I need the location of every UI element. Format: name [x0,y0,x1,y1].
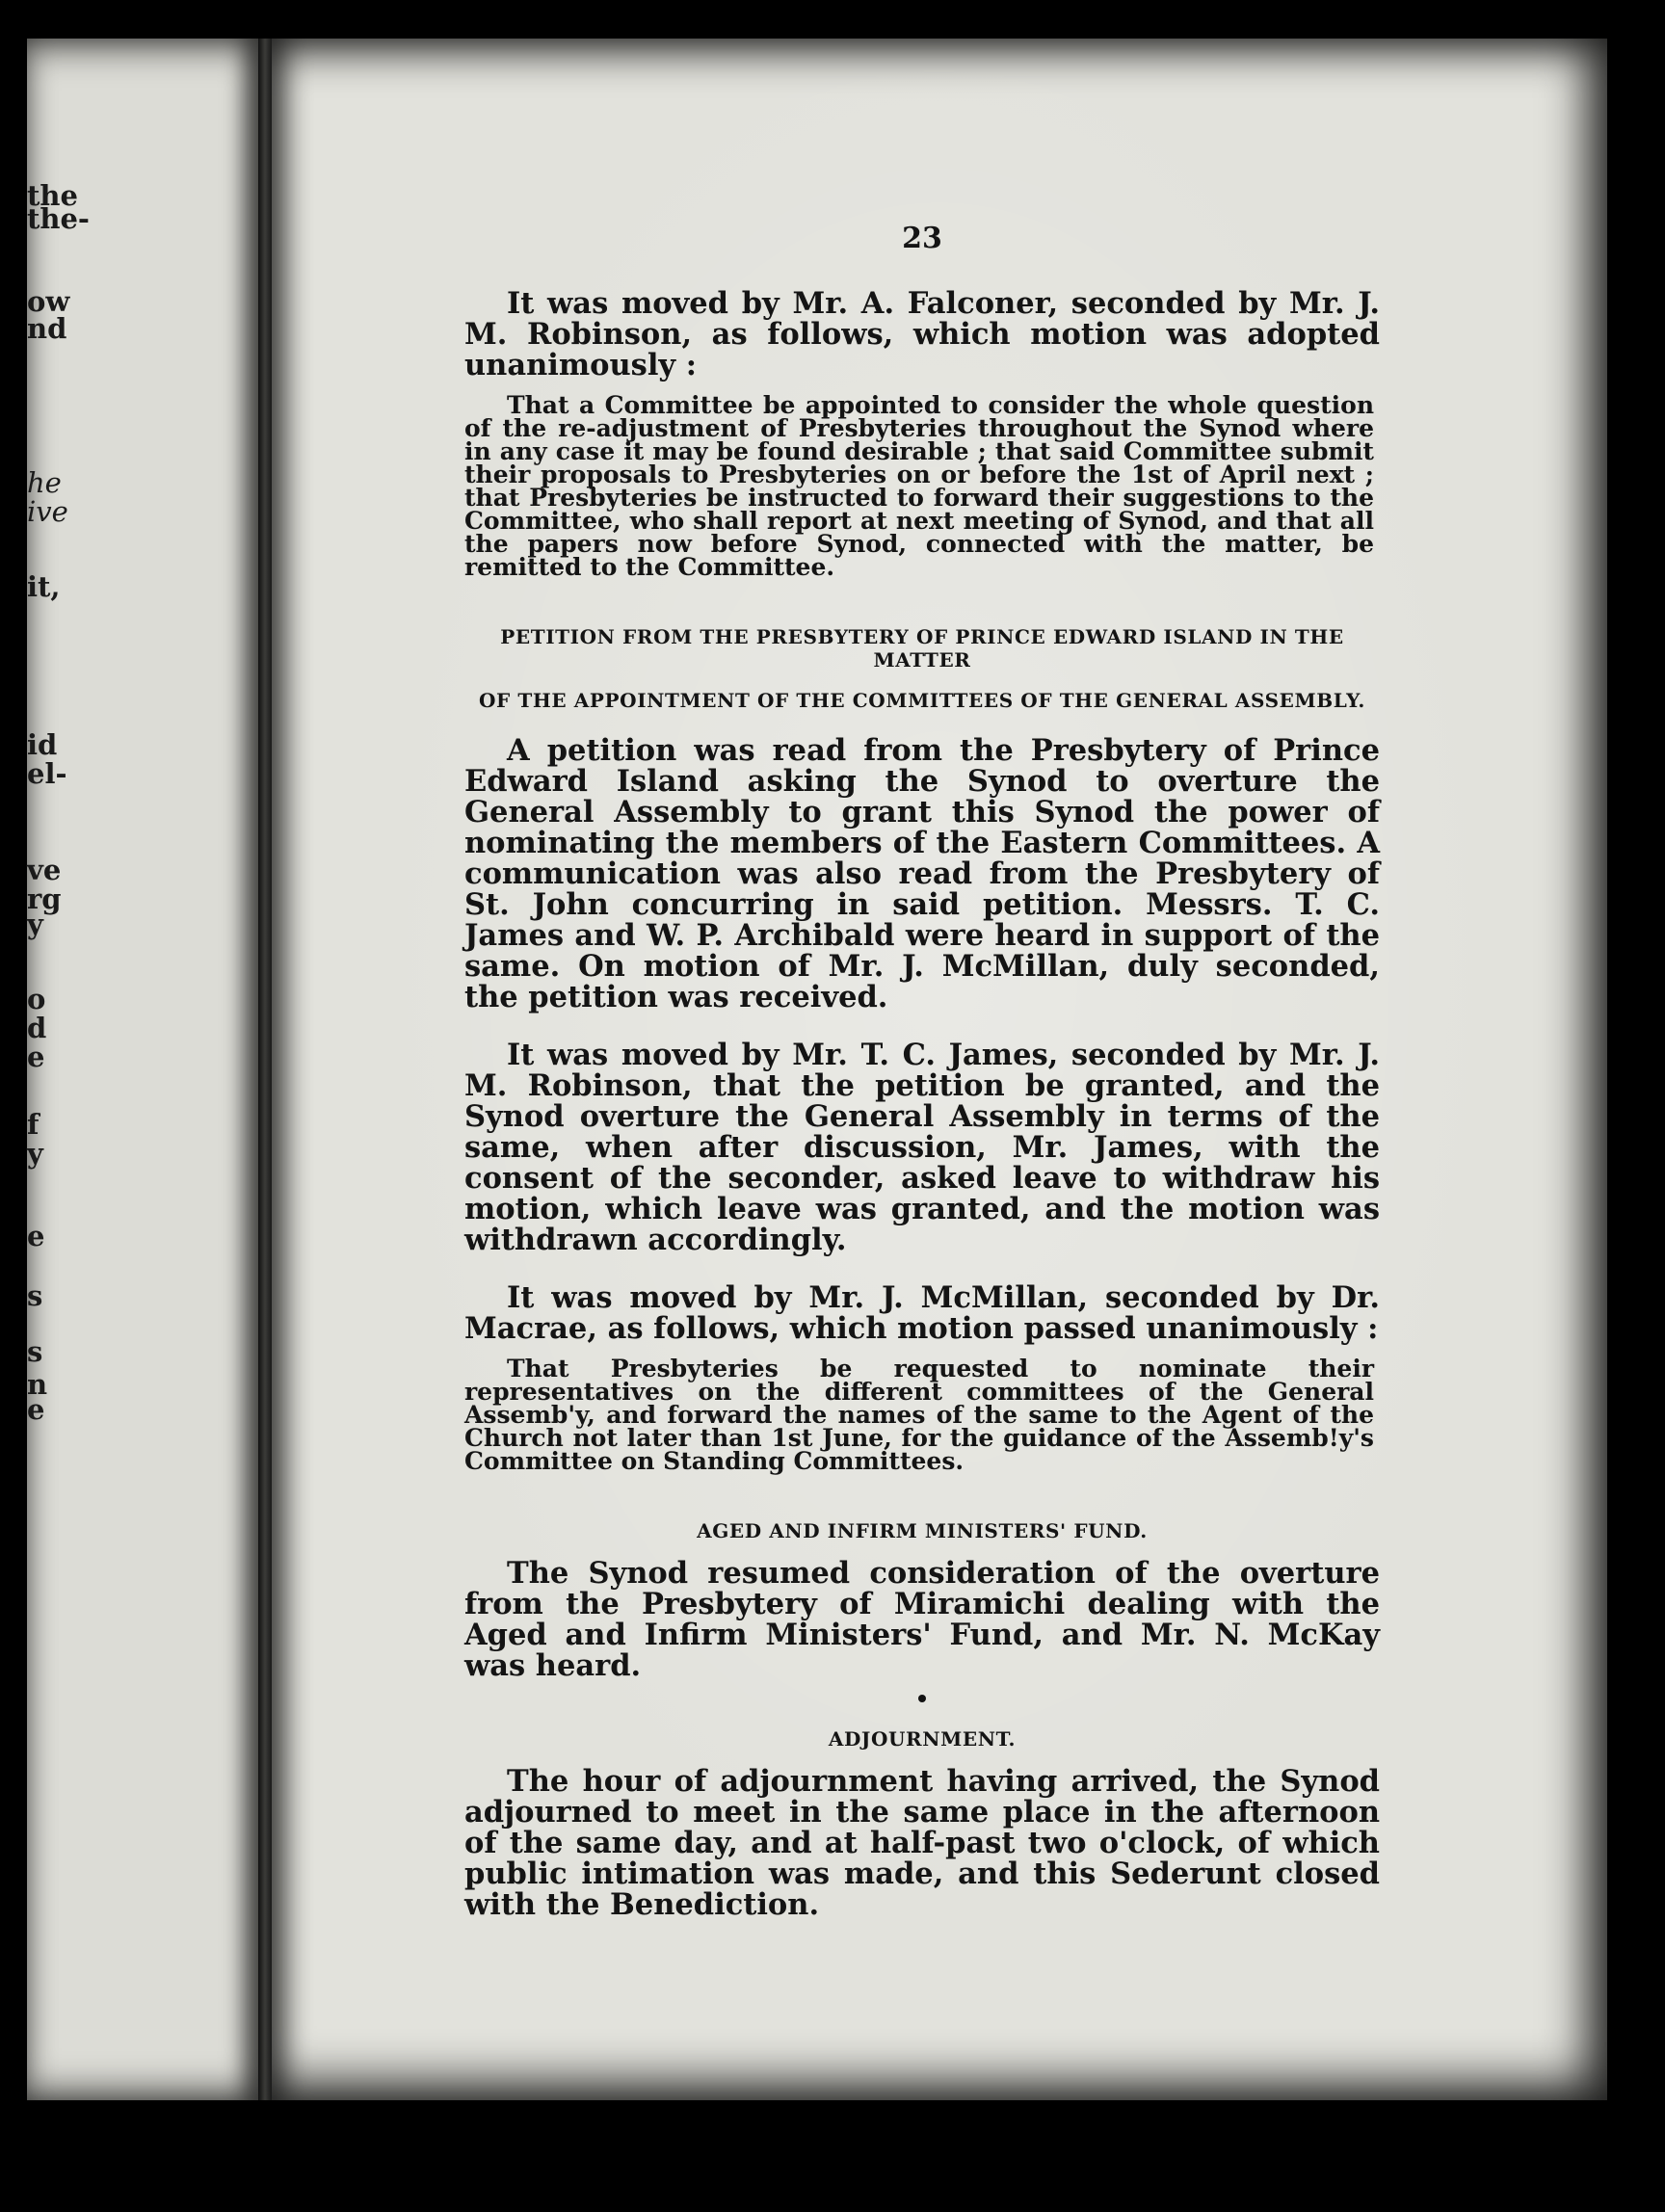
left-fragment: nd [27,312,67,345]
section-heading: OF THE APPOINTMENT OF THE COMMITTEES OF THE GENERAL ASSEMBLY. [479,689,1365,712]
page-content [464,222,1380,1934]
motion-paragraph: It was moved by Mr. A. Falconer, seconded by Mr. J. M. Robinson, as follows, which motion was adopted unanimously : [464,286,1380,382]
left-fragment: s [27,1335,43,1368]
left-fragment: ow [27,285,70,318]
motion-paragraph: It was moved by Mr. J. McMillan, seconded by Dr. Macrae, as follows, which motion passed unanimously : [464,1280,1380,1346]
left-fragment: s [27,1279,43,1312]
left-fragment: e [27,1393,45,1426]
left-fragment: rg [27,882,62,915]
separator-dot [918,1695,926,1702]
page-number: 23 [902,222,942,255]
resolution-text: That a Committee be appointed to consider the whole question of the re-adjustment of Presbyteries throughout the Synod where in any case it may be found desirable ; that said Committee submit their proposals to Presbyteries on or before the 1st of April next ; that Presbyteries be instructed to forward their suggestions to the Committee, who shall report at next meeting of Synod, and that all the papers now before Synod, connected with the matter, be remitted to the Committee. [464,391,1374,581]
left-fragment: it, [27,570,61,603]
left-fragment: the- [27,202,90,235]
petition-paragraph: A petition was read from the Presbytery of Prince Edward Island asking the Synod to overture the General Assembly to grant this Synod the power of nominating the members of the Eastern Committees. A communication was also read from the Presbytery of St. John concurring in said petition. Messrs. T. C. James and W. P. Archibald were heard in support of the same. On motion of Mr. J. McMillan, duly seconded, the petition was received. [464,733,1380,1014]
section-heading: PETITION FROM THE PRESBYTERY OF PRINCE EDWARD ISLAND IN THE MATTER [500,625,1344,672]
left-fragment: he [27,466,62,499]
fund-paragraph: The Synod resumed consideration of the overture from the Presbytery of Miramichi dealing with the Aged and Infirm Ministers' Fund, and Mr. N. McKay was heard. [464,1556,1380,1683]
left-fragment: y [27,1137,43,1170]
left-fragment: e [27,1220,45,1252]
left-fragment: ive [27,495,68,528]
left-fragment: id [27,728,58,761]
left-fragment: el- [27,757,67,790]
left-page-fragments [27,39,258,2100]
motion-paragraph: It was moved by Mr. T. C. James, seconded by Mr. J. M. Robinson, that the petition be granted, and the Synod overture the General Assembly in terms of the same, when after discussion, Mr. James, with the consent of the seconder, asked leave to withdraw his motion, which leave was granted, and the motion was withdrawn accordingly. [464,1038,1380,1257]
left-fragment: n [27,1368,48,1401]
left-fragment: y [27,908,43,940]
film-border-left [0,0,27,2212]
resolution-text: That Presbyteries be requested to nominate their representatives on the different committees of the General Assemb'y, and forward the names of the same to the Agent of the Church not later than 1st June, for the guidance of the Assemb!y's Committee on Standing Committees. [464,1355,1374,1475]
left-fragment: the [27,179,78,212]
film-border-right [1607,39,1665,2100]
left-fragment: e [27,1040,45,1073]
left-fragment: f [27,1108,40,1141]
section-heading: ADJOURNMENT. [828,1727,1017,1751]
section-heading: AGED AND INFIRM MINISTERS' FUND. [697,1519,1148,1542]
adjournment-paragraph: The hour of adjournment having arrived, the Synod adjourned to meet in the same place in the afternoon of the same day, and at half-past two o'clock, of which public intimation was made, and this Sederunt closed with the Benediction. [464,1764,1380,1922]
left-page-edge [27,39,258,2100]
book-gutter [258,39,272,2100]
left-fragment: o [27,983,46,1015]
left-fragment: ve [27,854,62,886]
left-fragment: d [27,1012,47,1044]
right-page [272,39,1607,2100]
